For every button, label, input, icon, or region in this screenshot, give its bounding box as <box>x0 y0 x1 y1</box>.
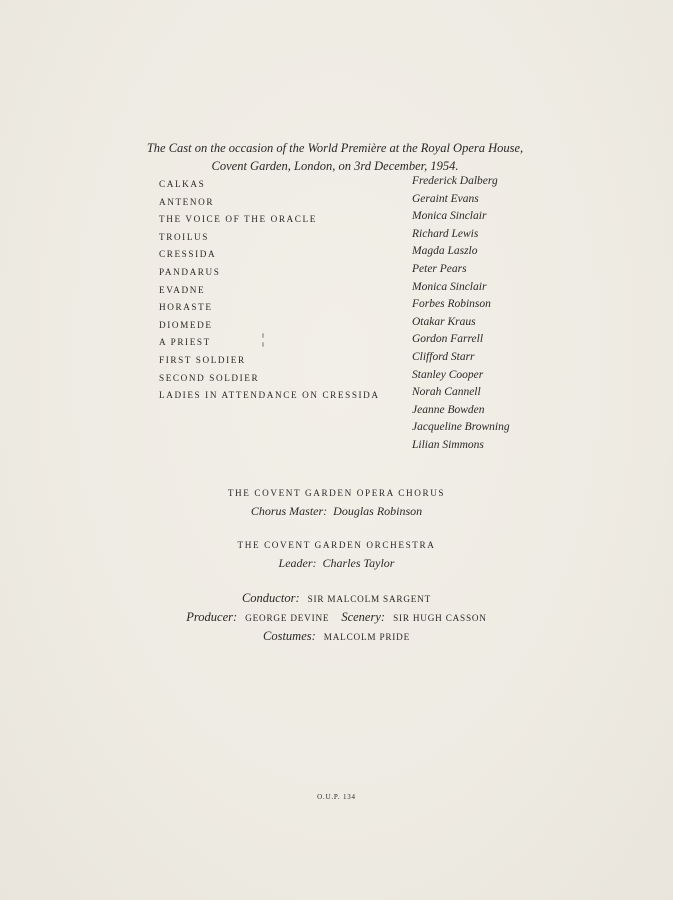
role-item: A PRIEST <box>159 337 211 348</box>
singer-item: Gordon Farrell <box>412 333 484 346</box>
role-item: ANTENOR <box>159 196 215 207</box>
chorus-master-line <box>0 502 673 521</box>
role-item: PANDARUS <box>159 266 221 277</box>
role-item: EVADNE <box>159 284 206 295</box>
singer-item: Richard Lewis <box>412 227 479 240</box>
role-item: FIRST SOLDIER <box>159 354 246 365</box>
role-item: LADIES IN ATTENDANCE ON CRESSIDA <box>159 390 380 401</box>
costumes-line <box>0 626 673 645</box>
publisher-code: O.U.P. 134 <box>317 793 356 801</box>
cast-intro <box>140 139 530 175</box>
chorus-master-label: Chorus Master: <box>250 504 328 518</box>
orchestra-leader-name: Charles Taylor <box>322 556 395 570</box>
paper-speck <box>262 342 264 347</box>
role-item: THE VOICE OF THE ORACLE <box>159 214 317 225</box>
singer-list <box>412 173 510 455</box>
scenery-label: Scenery: <box>341 610 386 624</box>
producer-scenery-line <box>0 607 673 626</box>
role-item: TROILUS <box>159 231 209 242</box>
singer-item: Stanley Cooper <box>412 368 484 381</box>
production-credits <box>0 588 673 645</box>
singer-item: Lilian Simmons <box>412 438 484 451</box>
chorus-section <box>0 484 673 521</box>
producer-name: GEORGE DEVINE <box>245 613 330 623</box>
intro-line-2: Covent Garden, London, on 3rd December, 1954. <box>211 159 459 173</box>
singer-item: Jacqueline Browning <box>412 421 510 434</box>
singer-item: Frederick Dalberg <box>412 175 498 187</box>
orchestra-section <box>0 536 673 573</box>
conductor-label: Conductor: <box>241 591 300 605</box>
orchestra-leader-line <box>0 554 673 573</box>
role-item: CRESSIDA <box>159 249 217 260</box>
orchestra-title: THE COVENT GARDEN ORCHESTRA <box>237 540 436 550</box>
singer-item: Monica Sinclair <box>412 210 487 223</box>
singer-item: Monica Sinclair <box>412 280 487 293</box>
conductor-line <box>0 588 673 607</box>
orchestra-leader-label: Leader: <box>278 556 317 570</box>
singer-item: Geraint Evans <box>412 192 479 205</box>
singer-item: Norah Cannell <box>412 386 481 399</box>
intro-line-1: The Cast on the occasion of the World Première at the Royal Opera House, <box>146 141 524 155</box>
costumes-label: Costumes: <box>263 629 316 643</box>
singer-item: Clifford Starr <box>412 350 475 363</box>
singer-item: Magda Laszlo <box>412 245 478 258</box>
scenery-name: SIR HUGH CASSON <box>393 613 487 623</box>
singer-item: Forbes Robinson <box>412 298 491 311</box>
chorus-title: THE COVENT GARDEN OPERA CHORUS <box>227 488 446 498</box>
singer-item: Jeanne Bowden <box>412 403 485 416</box>
producer-label: Producer: <box>186 610 238 624</box>
role-item: HORASTE <box>159 302 213 313</box>
singer-item: Peter Pears <box>412 262 467 275</box>
singer-item: Otakar Kraus <box>412 315 476 328</box>
conductor-name: SIR MALCOLM SARGENT <box>307 594 432 604</box>
role-item: SECOND SOLDIER <box>159 372 260 383</box>
paper-speck <box>262 333 264 338</box>
costumes-name: MALCOLM PRIDE <box>323 632 410 642</box>
role-list <box>159 176 380 405</box>
role-item: CALKAS <box>159 179 206 189</box>
chorus-master-name: Douglas Robinson <box>333 504 423 518</box>
role-item: DIOMEDE <box>159 319 213 330</box>
